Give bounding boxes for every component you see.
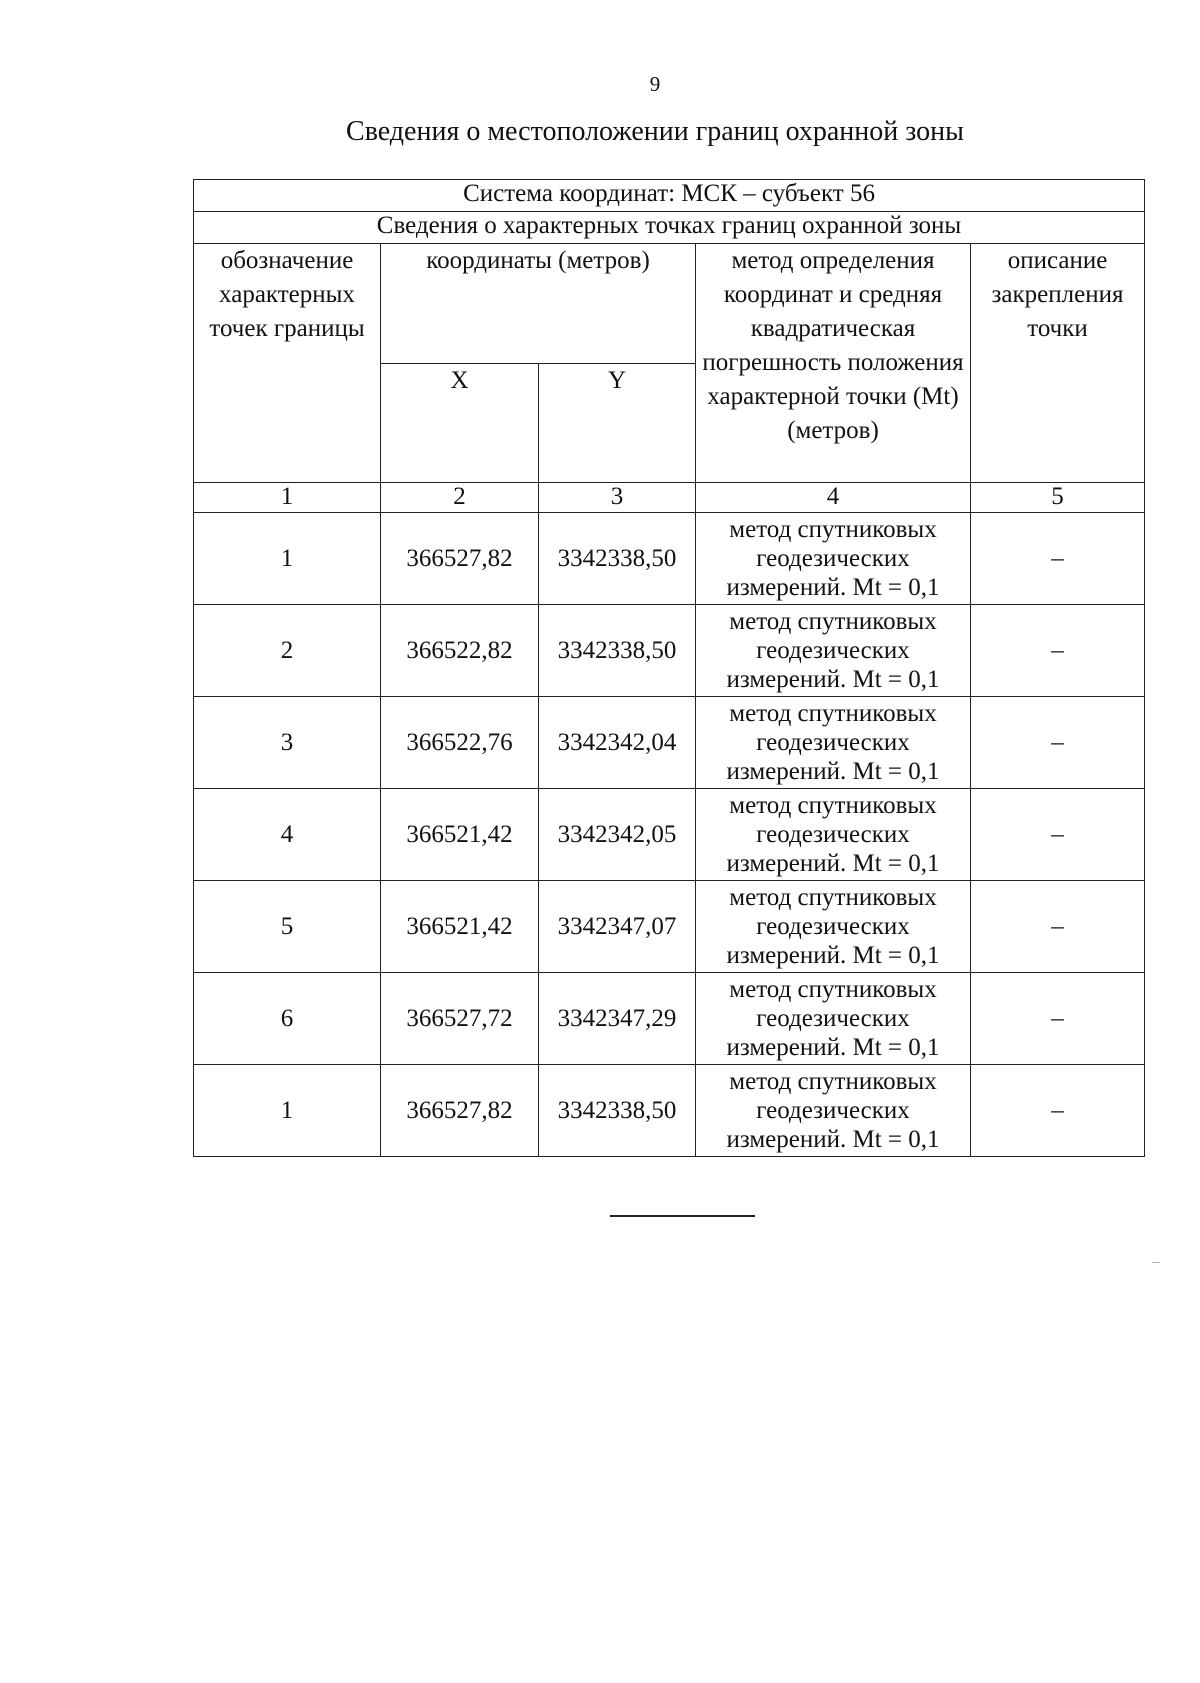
- y-cell: 3342347,29: [539, 973, 696, 1065]
- page-number: 9: [649, 72, 661, 96]
- table-row: [194, 697, 1145, 789]
- y-cell: 3342338,50: [539, 1065, 696, 1157]
- method-cell: метод спутниковых геодезических измерений. Mt = 0,1: [696, 513, 971, 605]
- method-cell: метод спутниковых геодезических измерений. Mt = 0,1: [696, 789, 971, 881]
- document-title: Сведения о местоположении границ охранной зоны: [346, 116, 964, 147]
- x-cell: 366522,82: [381, 605, 539, 697]
- x-cell: 366527,82: [381, 1065, 539, 1157]
- scan-artifact: [1152, 1262, 1160, 1263]
- method-cell: метод спутниковых геодезических измерений. Mt = 0,1: [696, 605, 971, 697]
- point-cell: 1: [194, 1065, 381, 1157]
- point-cell: 1: [194, 513, 381, 605]
- y-cell: 3342338,50: [539, 513, 696, 605]
- header-coordinates: координаты (метров): [381, 244, 696, 364]
- coordinate-system-cell: Система координат: МСК – субъект 56: [194, 180, 1145, 212]
- boundary-points-table: [193, 179, 1145, 1157]
- description-cell: –: [971, 973, 1145, 1065]
- x-cell: 366522,76: [381, 697, 539, 789]
- column-number: 5: [971, 483, 1145, 513]
- x-cell: 366527,82: [381, 513, 539, 605]
- point-cell: 3: [194, 697, 381, 789]
- y-cell: 3342342,05: [539, 789, 696, 881]
- header-point-designation: обозначение характерных точек границы: [194, 244, 381, 483]
- header-method: метод определения координат и средняя квадратическая погрешность положения характерной точки (Mt) (метров): [696, 244, 971, 483]
- y-cell: 3342342,04: [539, 697, 696, 789]
- x-cell: 366521,42: [381, 789, 539, 881]
- y-cell: 3342347,07: [539, 881, 696, 973]
- point-cell: 6: [194, 973, 381, 1065]
- description-cell: –: [971, 605, 1145, 697]
- x-cell: 366527,72: [381, 973, 539, 1065]
- header-description: описание закрепления точки: [971, 244, 1145, 483]
- table-row: [194, 1065, 1145, 1157]
- column-number: 1: [194, 483, 381, 513]
- point-cell: 5: [194, 881, 381, 973]
- column-number: 2: [381, 483, 539, 513]
- header-y: Y: [539, 363, 696, 483]
- table-row: [194, 881, 1145, 973]
- description-cell: –: [971, 513, 1145, 605]
- column-number: 3: [539, 483, 696, 513]
- description-cell: –: [971, 1065, 1145, 1157]
- table-row: [194, 513, 1145, 605]
- method-cell: метод спутниковых геодезических измерений. Mt = 0,1: [696, 697, 971, 789]
- table-body: [194, 513, 1145, 1157]
- table-header: [194, 180, 1145, 513]
- y-cell: 3342338,50: [539, 605, 696, 697]
- table-row: [194, 789, 1145, 881]
- end-of-section-rule: [610, 1215, 755, 1217]
- table-row: [194, 605, 1145, 697]
- header-x: X: [381, 363, 539, 483]
- column-number-row: [194, 483, 1145, 513]
- table-row: [194, 973, 1145, 1065]
- method-cell: метод спутниковых геодезических измерений. Mt = 0,1: [696, 1065, 971, 1157]
- x-cell: 366521,42: [381, 881, 539, 973]
- method-cell: метод спутниковых геодезических измерений. Mt = 0,1: [696, 881, 971, 973]
- column-number: 4: [696, 483, 971, 513]
- coordinate-system-row: [194, 180, 1145, 212]
- description-cell: –: [971, 697, 1145, 789]
- point-cell: 2: [194, 605, 381, 697]
- table-subtitle-row: [194, 212, 1145, 244]
- description-cell: –: [971, 881, 1145, 973]
- point-cell: 4: [194, 789, 381, 881]
- header-row: [194, 244, 1145, 364]
- table-subtitle-cell: Сведения о характерных точках границ охранной зоны: [194, 212, 1145, 244]
- method-cell: метод спутниковых геодезических измерений. Mt = 0,1: [696, 973, 971, 1065]
- description-cell: –: [971, 789, 1145, 881]
